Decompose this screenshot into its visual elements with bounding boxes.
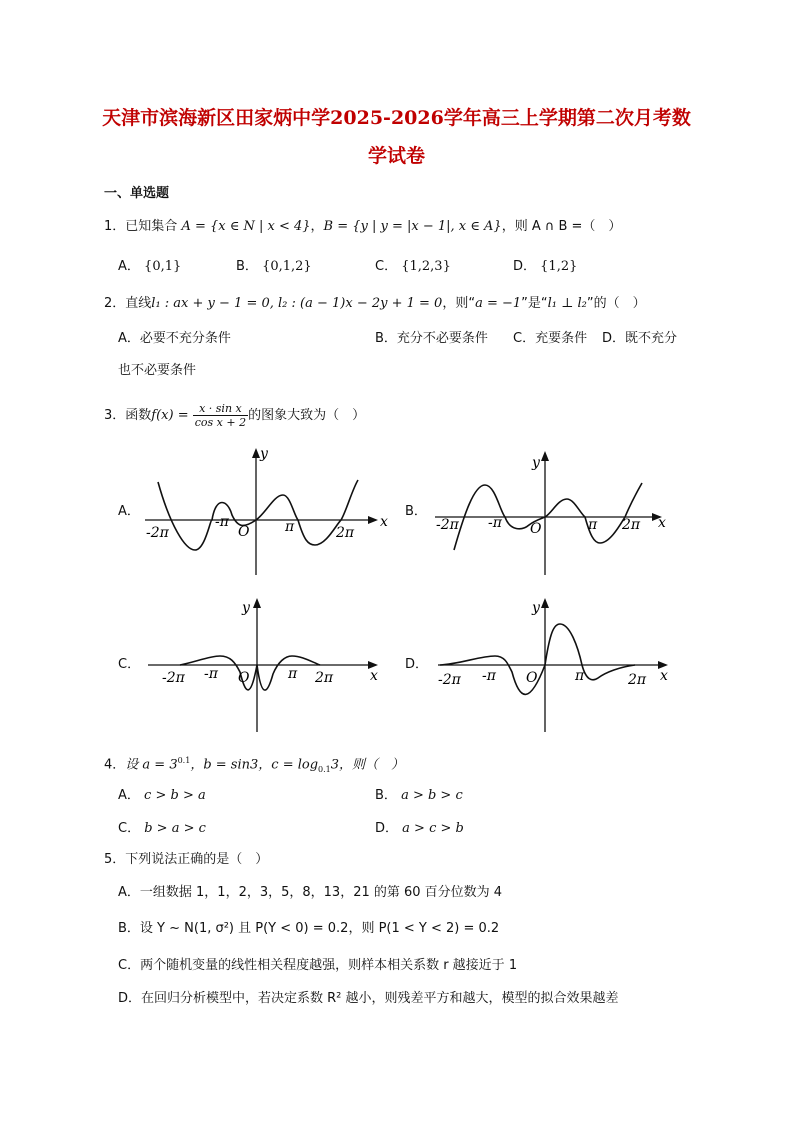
graph-c-tick-negpi: -π [204, 666, 218, 682]
graph-c-tick-pi: π [288, 666, 298, 682]
q1-set-a: A = {x ∈ N | x < 4} [181, 219, 311, 234]
q1-option-b: B． {0,1,2} [236, 259, 312, 274]
q2-option-a: A．必要不充分条件 [118, 331, 231, 346]
q3-suffix: 的图象大致为（ ） [248, 408, 366, 423]
graph-a-tick-neg2pi: -2π [146, 525, 169, 541]
q2-equation: l₁ : ax + y − 1 = 0, l₂ : (a − 1)x − 2y + 1 = 0 [151, 296, 443, 311]
graph-a-tick-negpi: -π [215, 514, 229, 530]
q4-option-c: C． b > a > c [118, 821, 206, 836]
q1-prefix: 已知集合 [125, 219, 178, 234]
graph-b [430, 445, 680, 585]
graph-d-tick-negpi: -π [482, 668, 496, 684]
graph-d-y-arrow [541, 598, 549, 608]
graph-a-y-label: y [260, 446, 268, 462]
graph-a-y-arrow [252, 448, 260, 458]
q4-exp-a: 0.1 [177, 756, 191, 765]
graph-c-origin: O [238, 670, 250, 686]
q2-mid1: ，则“ [442, 296, 476, 311]
q5-option-b: B．设 Y ~ N(1, σ²) 且 P(Y < 0) = 0.2，则 P(1 < Y < 2) = 0.2 [118, 921, 500, 936]
graph-d-x-label: x [660, 668, 668, 684]
q2-number: 2． [104, 296, 126, 311]
q5-number: 5． [104, 852, 126, 867]
q2-option-c: C．充要条件 [513, 331, 588, 346]
section-heading: 一、单选题 [104, 186, 170, 201]
graph-d [430, 592, 680, 742]
graph-a-origin: O [238, 524, 250, 540]
q1-ask: ，则 A ∩ B =（ ） [501, 219, 622, 234]
q3-denominator: cos x + 2 [194, 416, 247, 429]
graph-b-tick-pi: π [588, 517, 598, 533]
q5-stem: 下列说法正确的是（ ） [125, 852, 269, 867]
graph-d-curve [440, 624, 635, 694]
graph-b-x-label: x [658, 515, 666, 531]
graph-d-tick-pi: π [575, 668, 585, 684]
q1-option-d: D． {1,2} [513, 259, 578, 274]
q4-sub-c: 0.1 [318, 764, 331, 774]
q2-option-d: D．既不充分 [602, 331, 678, 346]
q3-prefix: 函数 [125, 408, 152, 423]
q1-number: 1． [104, 219, 126, 234]
q2-mid2: ”是“ [521, 296, 548, 311]
q3-fraction [193, 402, 248, 429]
q3-number: 3． [104, 408, 126, 423]
q5-option-a: A．一组数据 1，1，2，3，5，8，13，21 的第 60 百分位数为 4 [118, 885, 503, 900]
graph-b-tick-2pi: 2π [622, 517, 641, 533]
graph-c-tick-neg2pi: -2π [162, 670, 185, 686]
q2-option-b: B．充分不必要条件 [375, 331, 488, 346]
question-2 [104, 295, 646, 313]
q2-option-d-continued: 也不必要条件 [118, 363, 197, 378]
graph-b-y-arrow [541, 451, 549, 461]
graph-c [140, 592, 390, 742]
q5-option-c: C．两个随机变量的线性相关程度越强，则样本相关系数 r 越接近于 1 [118, 958, 518, 973]
q3-fx: f(x) = [151, 408, 189, 423]
q4-text-b: ，b = sin3，c = log [190, 757, 319, 773]
q2-perpendicular: l₁ ⊥ l₂ [547, 296, 587, 311]
q4-option-a: A． c > b > a [118, 788, 206, 803]
q2-suffix: ”的（ ） [586, 296, 646, 311]
graph-d-tick-neg2pi: -2π [438, 672, 461, 688]
q3-numerator: x · sin x [193, 402, 248, 416]
question-3 [104, 398, 365, 434]
graph-d-origin: O [526, 670, 538, 686]
exam-title-line1: 天津市滨海新区田家炳中学2025-2026学年高三上学期第二次月考数 [102, 107, 691, 129]
q1-sep: ， [310, 219, 324, 234]
q3-label-c: C． [118, 657, 141, 672]
graph-d-y-label: y [532, 600, 540, 616]
q3-label-a: A． [118, 504, 140, 519]
graph-a [140, 440, 390, 580]
q4-text-a: 设 a = 3 [125, 757, 178, 773]
graph-a-tick-pi: π [285, 519, 295, 535]
graph-a-curve [158, 480, 358, 550]
graph-c-y-arrow [253, 598, 261, 608]
graph-c-x-label: x [370, 668, 378, 684]
graph-b-tick-negpi: -π [488, 515, 502, 531]
q4-number: 4． [104, 757, 126, 773]
q3-label-b: B． [405, 504, 427, 519]
graph-c-curve [180, 656, 320, 690]
q2-prefix: 直线 [125, 296, 152, 311]
q2-condition: a = −1 [475, 296, 522, 311]
q1-set-b: B = {y | y = |x − 1|, x ∈ A} [323, 219, 502, 234]
q4-option-d: D． a > c > b [375, 821, 464, 836]
q4-option-b: B． a > b > c [375, 788, 463, 803]
question-1 [104, 218, 621, 236]
question-5 [104, 851, 268, 869]
q1-option-c: C． {1,2,3} [375, 259, 451, 274]
graph-b-origin: O [530, 521, 542, 537]
graph-d-tick-2pi: 2π [628, 672, 647, 688]
q3-label-d: D． [405, 657, 429, 672]
q1-option-a: A． {0,1} [118, 259, 182, 274]
graph-a-x-label: x [380, 514, 388, 530]
exam-title-line2: 学试卷 [367, 145, 425, 167]
graph-a-tick-2pi: 2π [336, 525, 355, 541]
question-4 [104, 752, 404, 779]
graph-b-tick-neg2pi: -2π [436, 517, 459, 533]
graph-c-tick-2pi: 2π [315, 670, 334, 686]
graph-c-y-label: y [242, 600, 250, 616]
graph-b-y-label: y [532, 455, 540, 471]
q4-text-c: 3，则（ ） [330, 757, 405, 773]
graph-a-x-arrow [368, 516, 378, 524]
q5-option-d: D．在回归分析模型中，若决定系数 R² 越小，则残差平方和越大，模型的拟合效果越差 [118, 991, 619, 1006]
